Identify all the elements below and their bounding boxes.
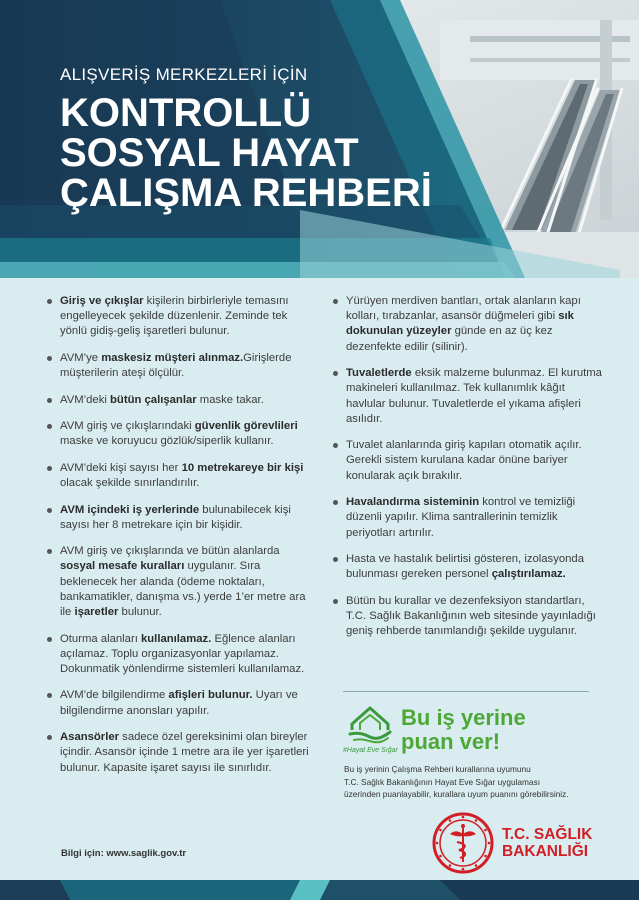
- rule-item: [47, 294, 317, 340]
- rule-item: [47, 730, 317, 776]
- rule-text: maske takar.: [196, 393, 264, 406]
- rule-text: kişilerin birbirleriyle temasını engelleyecek şekilde düzenlenir. Zeminde tek yönlü gidiş-geliş işaretleri bulunur.: [60, 295, 289, 338]
- rule-item: [47, 503, 317, 533]
- badge-title: [401, 706, 526, 754]
- badge-title-line-1: Bu iş yerine: [401, 705, 526, 730]
- rule-item: [333, 552, 605, 582]
- header-banner: [0, 0, 639, 278]
- badge-title-line-2: puan ver!: [401, 729, 501, 754]
- ministry-emblem-icon: [432, 812, 494, 874]
- rule-text: olacak şekilde sınırlandırılır.: [60, 477, 200, 490]
- rule-text: bulunur.: [118, 606, 162, 619]
- header-kicker: ALIŞVERİŞ MERKEZLERİ İÇİN: [60, 65, 308, 84]
- rule-text: günde en az üç kez dezenfekte edilir (silinir).: [346, 325, 553, 353]
- rule-text: Uyarı ve bilgilendirme anonsları yapılır.: [60, 689, 298, 717]
- rule-item: [333, 495, 605, 541]
- rule-text: eksik malzeme bulunmaz. El kurutma makineleri kullanılmaz. Tek kullanımlık kâğıt havlular bulunur. Tuvaletlerde el yıkama afişleri asılıdır.: [346, 367, 602, 425]
- rule-text: AVM giriş ve çıkışlarındaki: [60, 420, 195, 433]
- rule-text: Oturma alanları: [60, 632, 141, 645]
- rule-emphasis: afişleri bulunur.: [168, 689, 253, 702]
- rule-item: [333, 438, 605, 484]
- ministry-name: [502, 826, 592, 860]
- rule-item: [333, 366, 605, 427]
- rate-badge: [343, 702, 613, 768]
- rule-text: Girişlerde müşterilerin ateşi ölçülür.: [60, 351, 292, 380]
- ministry-logo: [432, 812, 612, 872]
- rule-text: AVM’de bilgilendirme: [60, 689, 169, 702]
- divider: [343, 691, 589, 692]
- rule-emphasis: sık dokunulan yüzeyler: [346, 310, 574, 338]
- rule-item: [47, 351, 317, 381]
- rule-emphasis: Giriş ve çıkışlar: [60, 295, 144, 307]
- rule-text: Tuvalet alanlarında giriş kapıları otomatik açılır. Gerekli sistem kurulana kadar önüne bariyer konularak açık bırakılır.: [346, 439, 582, 482]
- title-line-3: ÇALIŞMA REHBERİ: [60, 171, 432, 215]
- rule-text: bulunabilecek kişi sayısı her 8 metrekare için bir kişidir.: [60, 503, 291, 531]
- rule-text: maske ve koruyucu gözlük/siperlik kullanır.: [60, 435, 274, 448]
- rule-text: uygulanır. Sıra beklenecek her alanda (ödeme noktaları, bankamatikler, danışma vs.) yerde 1’er metre ara ile: [60, 560, 306, 619]
- title-line-2: SOSYAL HAYAT: [60, 131, 359, 175]
- rule-text: kontrol ve temizliği düzenli yapılır. Klima santrallerinin temizlik periyotları artırılır.: [346, 496, 576, 539]
- rules-list-right: [333, 294, 605, 651]
- ministry-name-line-2: BAKANLIĞI: [502, 843, 589, 860]
- rule-emphasis: Tuvaletlerde: [346, 367, 412, 380]
- rule-text: Hasta ve hastalık belirtisi gösteren, izolasyonda bulunması gereken personel: [346, 553, 584, 581]
- badge-note-line-3: üzerinden puanlayabilir, kurallara uyum puanını görebilirsiniz.: [344, 789, 569, 800]
- rule-item: [47, 544, 317, 620]
- rule-emphasis: AVM içindeki iş yerlerinde: [60, 503, 200, 516]
- badge-note-line-1: Bu iş yerinin Çalışma Rehberi kurallarına uyumunu: [344, 764, 531, 774]
- page-title: [60, 93, 432, 213]
- rule-emphasis: Asansörler: [60, 731, 120, 744]
- rule-emphasis: Havalandırma sisteminin: [346, 496, 480, 509]
- rule-emphasis: bütün çalışanlar: [110, 393, 197, 406]
- rule-item: [47, 632, 317, 678]
- rule-emphasis: çalıştırılamaz.: [491, 568, 566, 581]
- rule-text: AVM’ye: [60, 351, 102, 364]
- rule-text: AVM giriş ve çıkışlarında ve bütün alanlarda: [60, 545, 280, 558]
- rule-emphasis: sosyal mesafe kuralları: [60, 560, 185, 573]
- footer-band: [0, 880, 639, 900]
- hashtag-label: #Hayat Eve Sığar: [343, 747, 398, 754]
- badge-note-line-2: T.C. Sağlık Bakanlığının Hayat Eve Sığar uygulaması: [344, 776, 540, 787]
- rule-emphasis: işaretler: [74, 606, 119, 619]
- rule-item: [47, 393, 317, 408]
- rule-text: AVM’deki kişi sayısı her: [60, 461, 182, 474]
- rule-item: [333, 594, 605, 640]
- rule-emphasis: güvenlik görevlileri: [194, 420, 298, 433]
- badge-note: [344, 763, 606, 801]
- rule-item: [47, 419, 317, 449]
- ministry-name-line-1: T.C. SAĞLIK: [502, 826, 593, 843]
- title-line-1: KONTROLLÜ: [60, 91, 312, 135]
- house-hand-icon: [348, 704, 392, 744]
- rule-emphasis: 10 metrekareye bir kişi: [181, 461, 304, 474]
- rule-text: AVM’deki: [60, 393, 111, 406]
- rules-list-left: [47, 294, 317, 787]
- rule-text: sadece özel gereksinimi olan bireyler içindir. Asansör içinde 1 metre ara ile yer işaretleri bulunur. Kapasite işaret sayısı ile sınırlıdır.: [60, 731, 309, 774]
- rule-item: [47, 688, 317, 718]
- rule-item: [47, 461, 317, 491]
- rule-item: [333, 294, 605, 355]
- rule-text: Yürüyen merdiven bantları, ortak alanların kapı kolları, tırabzanlar, asansör düğmeleri gibi: [346, 295, 581, 323]
- rule-text: Bütün bu kurallar ve dezenfeksiyon standartları, T.C. Sağlık Bakanlığının web sitesinde yayınladığı geniş rehberde tanımlandığı şekilde uygulanır.: [346, 594, 596, 638]
- rule-emphasis: maskesiz müşteri alınmaz.: [101, 351, 244, 364]
- info-link[interactable]: Bilgi için: www.saglik.gov.tr: [61, 848, 187, 859]
- rule-emphasis: kullanılamaz.: [141, 632, 212, 645]
- rule-text: Eğlence alanları açılamaz. Toplu organizasyonlar yapılamaz. Dokunmatik yönlendirme sistemleri kullanılamaz.: [60, 632, 305, 675]
